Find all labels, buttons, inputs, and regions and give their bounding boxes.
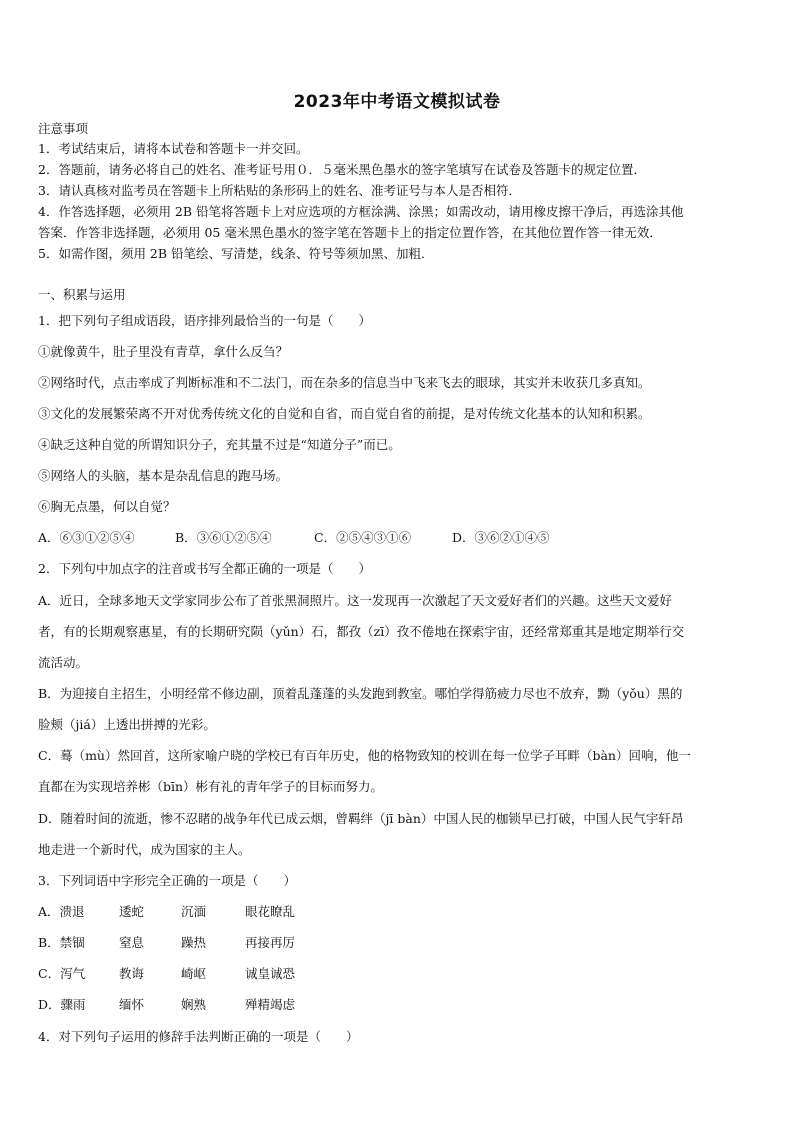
notice-heading: 注意事项 [38, 121, 89, 136]
word: 娴熟 [181, 997, 207, 1012]
notice-item: 2．答题前，请务必将自己的姓名、准考证号用０．５毫米黑色墨水的签字笔填写在试卷及答题卡的规定位置． [38, 162, 646, 177]
word: C．泻气 [38, 966, 86, 981]
option-text: A．近日，全球多地天文学家同步公布了首张黑洞照片。这一发现再一次激起了天文爱好者们的兴趣。这些天文爱好 [38, 593, 673, 608]
option-a: A．⑥③①②⑤④ [38, 530, 135, 545]
option-text: B．为迎接自主招生，小明经常不修边副，顶着乱蓬蓬的头发跑到教室。哪怕学得筋疲力尽也不放弃，黝（yǒu）黑的 [38, 686, 683, 701]
option-text: 脸颊（jiá）上透出拼搏的光彩。 [38, 717, 216, 732]
word: 崎岖 [181, 966, 207, 981]
sentence: ⑥胸无点墨，何以自觉？ [38, 499, 176, 514]
word: B．禁锢 [38, 935, 85, 950]
option-text: 地走进一个新时代，成为国家的主人。 [38, 842, 251, 857]
sentence: ①就像黄牛，肚子里没有青草，拿什么反刍？ [38, 344, 289, 359]
word: A．溃退 [38, 904, 85, 919]
word: 再接再厉 [245, 935, 296, 950]
option-c: C．②⑤④③①⑥ [314, 530, 412, 545]
option-text: 流活动。 [38, 655, 89, 670]
word: D．骤雨 [38, 997, 86, 1012]
word: 缅怀 [119, 997, 145, 1012]
notice-item: 5．如需作图，须用 2B 铅笔绘、写清楚，线条、符号等须加黑、加粗． [38, 246, 434, 261]
word: 窒息 [119, 935, 145, 950]
sentence: ③文化的发展繁荣离不开对优秀传统文化的自觉和自省，而自觉自省的前提，是对传统文化基本的认知和积累。 [38, 406, 651, 421]
sentence: ④缺乏这种自觉的所谓知识分子，充其量不过是“知道分子”而已。 [38, 437, 401, 452]
word: 教诲 [119, 966, 145, 981]
notice-item: 1．考试结束后，请将本试卷和答题卡一并交回。 [38, 141, 309, 156]
page-title: 2023年中考语文模拟试卷 [293, 92, 501, 112]
notice-item: 3．请认真核对监考员在答题卡上所粘贴的条形码上的姓名、准考证号与本人是否相符． [38, 183, 521, 198]
section-heading: 一、积累与运用 [38, 287, 126, 302]
notice-item: 答案．作答非选择题，必须用 05 毫米黑色墨水的签字笔在答题卡上的指定位置作答，在其他位置作答一律无效． [38, 225, 662, 240]
option-text: C．蓦（mù）然回首，这所家喻户晓的学校已有百年历史，他的格物致知的校训在每一位学子耳畔（bàn）回响，他一 [38, 748, 691, 763]
option-text: 者，有的长期观察惠星，有的长期研究陨（yǔn）石，都孜（zī）孜不倦地在探索宇宙，还经常郑重其是地定期举行交 [38, 624, 685, 639]
word: 沉湎 [181, 904, 207, 919]
sentence: ②网络时代，点击率成了判断标准和不二法门，而在杂多的信息当中飞来飞去的眼球，其实并未收获几多真知。 [38, 375, 651, 390]
word: 躁热 [181, 935, 207, 950]
option-text: 直都在为实现培养彬（bīn）彬有礼的青年学子的目标而努力。 [38, 779, 384, 794]
word: 诚皇诚恐 [245, 966, 296, 981]
question-stem: 1．把下列句子组成语段，语序排列最恰当的一句是（ ） [38, 313, 371, 328]
option-d: D．③⑥②①④⑤ [452, 530, 550, 545]
question-stem: 2．下列句中加点字的注音或书写全都正确的一项是（ ） [38, 561, 371, 576]
option-text: D．随着时间的流逝，惨不忍睹的战争年代已成云烟，曾羁绊（jī bàn）中国人民的枷锁早已打破，中国人民气宇轩昂 [38, 811, 684, 826]
option-b: B．③⑥①②⑤④ [175, 530, 272, 545]
notice-item: 4．作答选择题，必须用 2B 铅笔将答题卡上对应选项的方框涂满、涂黑；如需改动，请用橡皮擦干净后，再选涂其他 [38, 204, 684, 219]
sentence: ⑤网络人的头脑，基本是杂乱信息的跑马场。 [38, 468, 289, 483]
word: 眼花瞭乱 [245, 904, 296, 919]
word: 逶蛇 [119, 904, 145, 919]
question-stem: 4．对下列句子运用的修辞手法判断正确的一项是（ ） [38, 1029, 359, 1044]
question-stem: 3．下列词语中字形完全正确的一项是（ ） [38, 873, 296, 888]
word: 殚精竭虑 [245, 997, 296, 1012]
